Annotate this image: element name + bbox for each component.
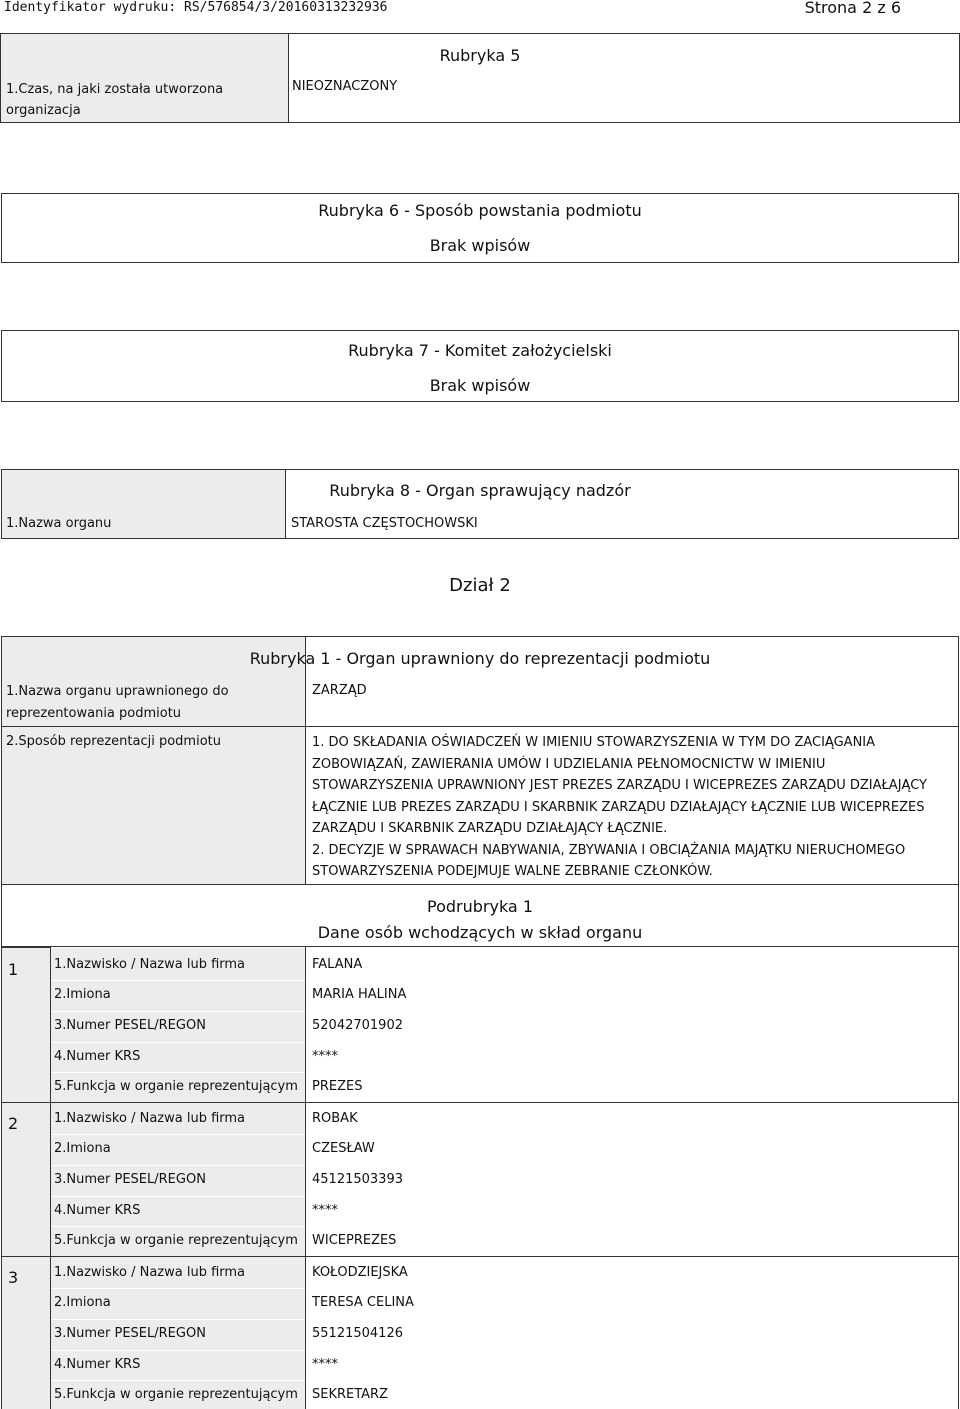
rubryka-6-value: Brak wpisów — [429, 236, 531, 255]
person-number: 2 — [8, 1114, 19, 1133]
representation-label: 2.Sposób reprezentacji podmiotu — [6, 734, 221, 749]
representation-line: ZARZĄDU I SKARBNIK ZARZĄDU DZIAŁAJĄCY ŁĄCZNIE. — [312, 821, 668, 836]
podrubryka-title: Podrubryka 1 — [427, 897, 533, 916]
page-number: Strona 2 z 6 — [804, 0, 901, 17]
representation-line: 2. DECYZJE W SPRAWACH NABYWANIA, ZBYWANIA I OBCIĄŻANIA MAJĄTKU NIERUCHOMEGO — [312, 842, 906, 858]
representation-line: ZOBOWIĄZAŃ, ZAWIERANIA UMÓW I UDZIELANIA PEŁNOMOCNICTW W IMIENIU — [312, 756, 826, 772]
names-value: MARIA HALINA — [312, 987, 407, 1002]
function-value: WICEPREZES — [312, 1233, 397, 1248]
function-label: 5.Funkcja w organie reprezentującym — [54, 1387, 298, 1402]
pesel-value: 55121504126 — [312, 1326, 403, 1341]
krs-label: 4.Numer KRS — [54, 1357, 141, 1372]
person-number: 1 — [8, 960, 19, 979]
krs-value: **** — [312, 1357, 338, 1372]
surname-value: ROBAK — [312, 1111, 358, 1126]
pesel-label: 3.Numer PESEL/REGON — [54, 1018, 206, 1033]
surname-value: FALANA — [312, 957, 363, 972]
krs-value: **** — [312, 1203, 338, 1218]
dzial-2-title: Dział 2 — [449, 575, 511, 596]
krs-value: **** — [312, 1049, 338, 1064]
podrubryka-subtitle: Dane osób wchodzących w skład organu — [317, 923, 643, 942]
pesel-label: 3.Numer PESEL/REGON — [54, 1326, 206, 1341]
krs-label: 4.Numer KRS — [54, 1203, 141, 1218]
function-value: PREZES — [312, 1079, 363, 1094]
representation-line: ŁĄCZNIE LUB PREZES ZARZĄDU I SKARBNIK ZARZĄDU DZIAŁAJĄCY ŁĄCZNIE LUB WICEPREZES — [312, 799, 925, 815]
rubryka-8-title: Rubryka 8 - Organ sprawujący nadzór — [329, 481, 631, 500]
person-number: 3 — [8, 1268, 19, 1287]
print-identifier: Identyfikator wydruku: RS/576854/3/20160313232936 — [4, 0, 388, 15]
duration-label: 1.Czas, na jaki została utworzona organizacja — [6, 82, 224, 118]
names-value: TERESA CELINA — [312, 1295, 414, 1310]
pesel-label: 3.Numer PESEL/REGON — [54, 1172, 206, 1187]
names-label: 2.Imiona — [54, 1295, 111, 1310]
rubryka-7-title: Rubryka 7 - Komitet założycielski — [348, 341, 612, 360]
supervisor-label: 1.Nazwa organu — [6, 516, 112, 531]
representation-line: 1. DO SKŁADANIA OŚWIADCZEŃ W IMIENIU STOWARZYSZENIA W TYM DO ZACIĄGANIA — [312, 735, 876, 750]
duration-value: NIEOZNACZONY — [292, 79, 398, 94]
organ-name-label: 1.Nazwa organu uprawnionego do reprezentowania podmiotu — [6, 684, 229, 721]
surname-value: KOŁODZIEJSKA — [312, 1265, 408, 1280]
pesel-value: 45121503393 — [312, 1172, 403, 1187]
organ-name-value: ZARZĄD — [312, 683, 367, 698]
function-label: 5.Funkcja w organie reprezentującym — [54, 1079, 298, 1094]
pesel-value: 52042701902 — [312, 1018, 403, 1033]
function-label: 5.Funkcja w organie reprezentującym — [54, 1233, 298, 1248]
names-label: 2.Imiona — [54, 1141, 111, 1156]
names-value: CZESŁAW — [312, 1141, 375, 1156]
surname-label: 1.Nazwisko / Nazwa lub firma — [54, 1265, 246, 1280]
representation-text — [312, 732, 927, 883]
surname-label: 1.Nazwisko / Nazwa lub firma — [54, 1111, 246, 1126]
supervisor-value: STAROSTA CZĘSTOCHOWSKI — [291, 516, 478, 531]
rubryka-1-title: Rubryka 1 - Organ uprawniony do reprezentacji podmiotu — [249, 649, 711, 668]
rubryka-5-title: Rubryka 5 — [439, 46, 521, 65]
names-label: 2.Imiona — [54, 987, 111, 1002]
krs-label: 4.Numer KRS — [54, 1049, 141, 1064]
rubryka-6-title: Rubryka 6 - Sposób powstania podmiotu — [318, 201, 642, 220]
representation-line: STOWARZYSZENIA PODEJMUJE WALNE ZEBRANIE CZŁONKÓW. — [312, 864, 713, 879]
function-value: SEKRETARZ — [312, 1387, 389, 1402]
rubryka-7-value: Brak wpisów — [429, 376, 531, 395]
surname-label: 1.Nazwisko / Nazwa lub firma — [54, 957, 246, 972]
representation-line: STOWARZYSZENIA UPRAWNIONY JEST PREZES ZARZĄDU I WICEPREZES ZARZĄDU DZIAŁAJĄCY — [312, 778, 927, 793]
